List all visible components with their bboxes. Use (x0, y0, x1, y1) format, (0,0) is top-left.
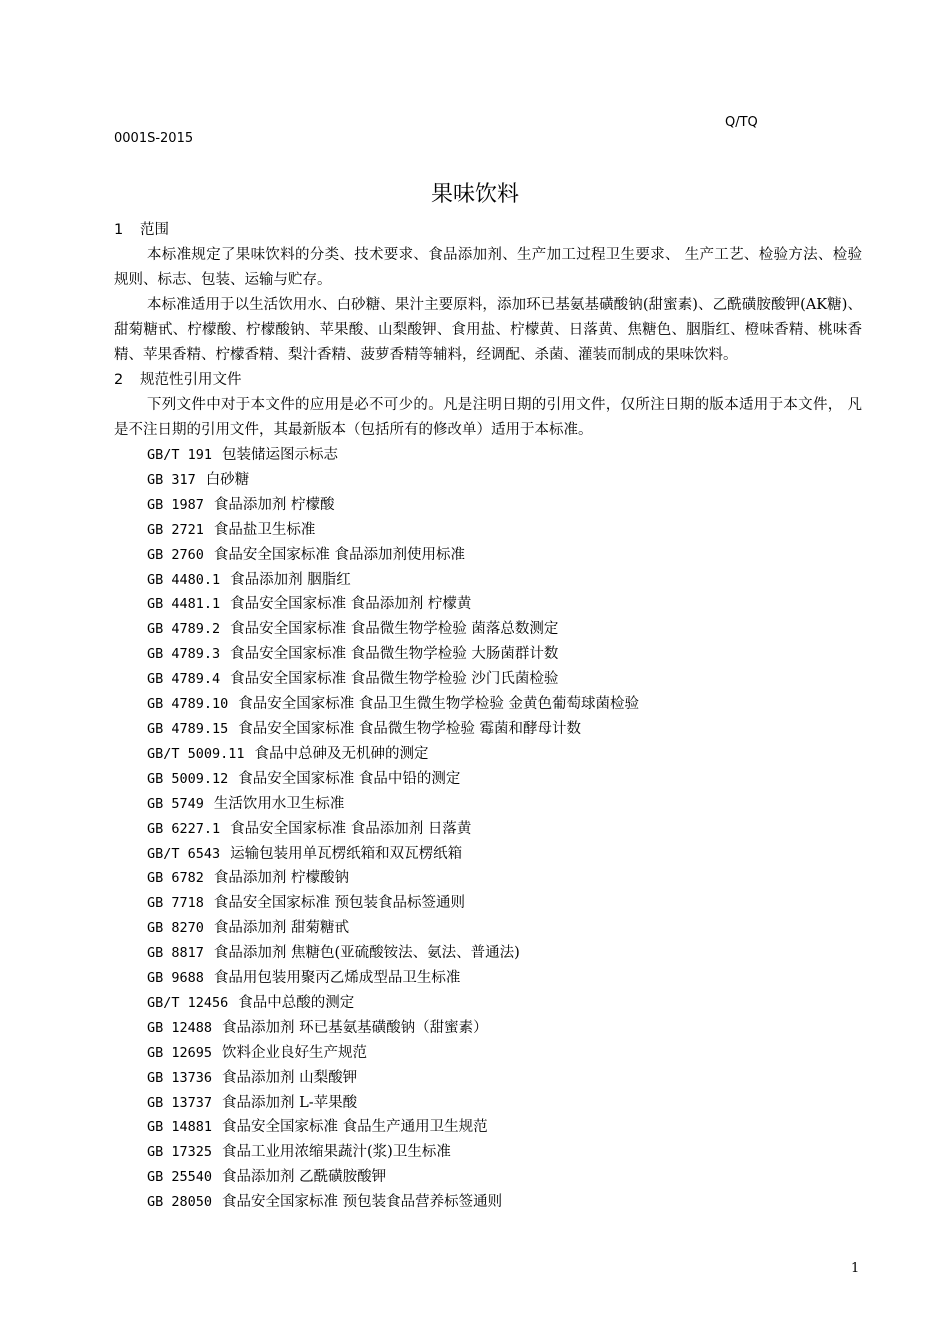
reference-title: 食品中总砷及无机砷的测定 (254, 745, 429, 762)
standard-number: 0001S-2015 (114, 131, 194, 146)
reference-title: 食品添加剂 焦糖色(亚硫酸铵法、氨法、普通法) (213, 945, 520, 962)
reference-item (114, 842, 862, 867)
reference-code: GB/T 5009.11 (147, 745, 245, 762)
reference-code: GB 4789.10 (147, 696, 229, 713)
reference-item (114, 866, 862, 891)
reference-title: 食品添加剂 胭脂红 (230, 571, 351, 588)
reference-item (114, 916, 862, 941)
reference-item (114, 1016, 862, 1041)
reference-code: GB 8817 (147, 945, 204, 962)
reference-code: GB 14881 (147, 1119, 213, 1136)
reference-code: GB 28050 (147, 1194, 213, 1211)
reference-item (114, 991, 862, 1016)
reference-item (114, 667, 862, 692)
reference-item (114, 742, 862, 767)
reference-code: GB 13736 (147, 1069, 213, 1086)
reference-title: 白砂糖 (205, 471, 250, 488)
references-intro: 下列文件中对于本文件的应用是必不可少的。凡是注明日期的引用文件，仅所注日期的版本适用于本文件， 凡是不注日期的引用文件，其最新版本（包括所有的修改单）适用于本标准。 (114, 397, 862, 438)
reference-code: GB 5009.12 (147, 770, 229, 787)
reference-code: GB 4789.4 (147, 671, 221, 688)
reference-title: 食品中总酸的测定 (238, 994, 355, 1011)
reference-title: 食品用包装用聚丙乙烯成型品卫生标准 (213, 970, 461, 987)
reference-list (114, 443, 862, 1215)
reference-title: 饮料企业良好生产规范 (222, 1044, 368, 1061)
reference-title: 食品添加剂 甜菊糖甙 (213, 920, 350, 937)
reference-item (114, 1115, 862, 1140)
reference-title: 食品安全国家标准 食品生产通用卫生规范 (222, 1119, 488, 1136)
reference-title: 食品盐卫生标准 (213, 521, 316, 538)
reference-code: GB/T 6543 (147, 845, 221, 862)
scope-paragraph: 本标准规定了果味饮料的分类、技术要求、食品添加剂、生产加工过程卫生要求、 生产工艺、检验方法、检验规则、标志、包装、运输与贮存。 (114, 247, 862, 288)
reference-code: GB 7718 (147, 895, 204, 912)
reference-item (114, 592, 862, 617)
section-number: 2 (114, 372, 124, 388)
reference-item (114, 966, 862, 991)
reference-title: 食品工业用浓缩果蔬汁(浆)卫生标准 (222, 1144, 451, 1161)
section-heading-normative-references (114, 368, 862, 393)
reference-item (114, 717, 862, 742)
reference-title: 食品安全国家标准 食品微生物学检验 大肠菌群计数 (230, 646, 559, 663)
reference-title: 食品安全国家标准 食品微生物学检验 沙门氏菌检验 (230, 671, 559, 688)
reference-code: GB 317 (147, 471, 196, 488)
reference-title: 生活饮用水卫生标准 (213, 795, 345, 812)
reference-item (114, 1140, 862, 1165)
reference-title: 食品添加剂 L-苹果酸 (222, 1094, 358, 1111)
section-number: 1 (114, 222, 124, 238)
document-body (114, 218, 862, 1215)
reference-title: 包装储运图示标志 (222, 447, 339, 463)
reference-title: 食品安全国家标准 食品添加剂使用标准 (213, 546, 466, 563)
reference-item (114, 543, 862, 568)
reference-item (114, 617, 862, 642)
reference-code: GB 6782 (147, 870, 204, 887)
reference-item (114, 1041, 862, 1066)
reference-code: GB 1987 (147, 496, 204, 513)
section-heading-scope (114, 218, 862, 243)
reference-item (114, 1091, 862, 1116)
reference-title: 食品安全国家标准 预包装食品标签通则 (213, 895, 466, 912)
reference-item (114, 468, 862, 493)
reference-code: GB 5749 (147, 795, 204, 812)
reference-code: GB 4481.1 (147, 596, 221, 613)
reference-code: GB 6227.1 (147, 820, 221, 837)
reference-code: GB 13737 (147, 1094, 213, 1111)
reference-item (114, 443, 862, 468)
reference-title: 食品添加剂 柠檬酸 (213, 496, 335, 513)
reference-item (114, 817, 862, 842)
reference-title: 食品添加剂 山梨酸钾 (222, 1069, 358, 1086)
reference-title: 食品安全国家标准 食品微生物学检验 菌落总数测定 (230, 621, 559, 638)
reference-code: GB 4480.1 (147, 571, 221, 588)
reference-code: GB 4789.3 (147, 646, 221, 663)
scope-paragraph: 本标准适用于以生活饮用水、白砂糖、果汁主要原料，添加环已基氨基磺酸钠(甜蜜素)、乙酰磺胺酸钾(AK糖)、甜菊糖甙、柠檬酸、柠檬酸钠、苹果酸、山梨酸钾、食用盐、柠檬黄、日落黄、焦糖色、胭脂红、橙味香精、桃味香精、苹果香精、柠檬香精、梨汁香精、菠萝香精等辅料，经调配、杀菌、灌装而制成的果味饮料。 (114, 297, 862, 363)
reference-code: GB 17325 (147, 1144, 213, 1161)
reference-code: GB 9688 (147, 970, 204, 987)
reference-title: 食品添加剂 环已基氨基磺酸钠（甜蜜素） (222, 1019, 488, 1036)
reference-item (114, 1190, 862, 1215)
section-title: 范围 (140, 222, 169, 238)
reference-item (114, 792, 862, 817)
reference-item (114, 692, 862, 717)
reference-title: 食品安全国家标准 食品卫生微生物学检验 金黄色葡萄球菌检验 (238, 696, 639, 713)
reference-item (114, 642, 862, 667)
reference-code: GB 8270 (147, 920, 204, 937)
reference-title: 食品安全国家标准 预包装食品营养标签通则 (222, 1194, 503, 1211)
reference-title: 食品安全国家标准 食品添加剂 柠檬黄 (230, 596, 472, 613)
reference-item (114, 891, 862, 916)
reference-item (114, 493, 862, 518)
reference-title: 食品安全国家标准 食品添加剂 日落黄 (230, 820, 472, 837)
reference-item (114, 1165, 862, 1190)
reference-item (114, 518, 862, 543)
reference-code: GB 12695 (147, 1044, 213, 1061)
reference-code: GB 4789.2 (147, 621, 221, 638)
section-title: 规范性引用文件 (140, 372, 242, 388)
reference-title: 食品添加剂 柠檬酸钠 (213, 870, 350, 887)
reference-code: GB/T 191 (147, 447, 213, 463)
reference-code: GB 25540 (147, 1169, 213, 1186)
reference-code: GB 12488 (147, 1019, 213, 1036)
reference-item (114, 941, 862, 966)
reference-title: 食品安全国家标准 食品微生物学检验 霉菌和酵母计数 (238, 720, 581, 737)
reference-title: 食品添加剂 乙酰磺胺酸钾 (222, 1169, 387, 1186)
page-number: 1 (851, 1261, 860, 1276)
standard-code: Q/TQ (725, 115, 758, 130)
reference-code: GB/T 12456 (147, 994, 229, 1011)
reference-title: 运输包装用单瓦楞纸箱和双瓦楞纸箱 (230, 845, 463, 862)
document-title: 果味饮料 (430, 182, 519, 207)
reference-item (114, 1066, 862, 1091)
reference-title: 食品安全国家标准 食品中铅的测定 (238, 770, 461, 787)
reference-code: GB 2760 (147, 546, 204, 563)
reference-code: GB 2721 (147, 521, 204, 538)
reference-item (114, 767, 862, 792)
reference-code: GB 4789.15 (147, 720, 229, 737)
reference-item (114, 568, 862, 593)
